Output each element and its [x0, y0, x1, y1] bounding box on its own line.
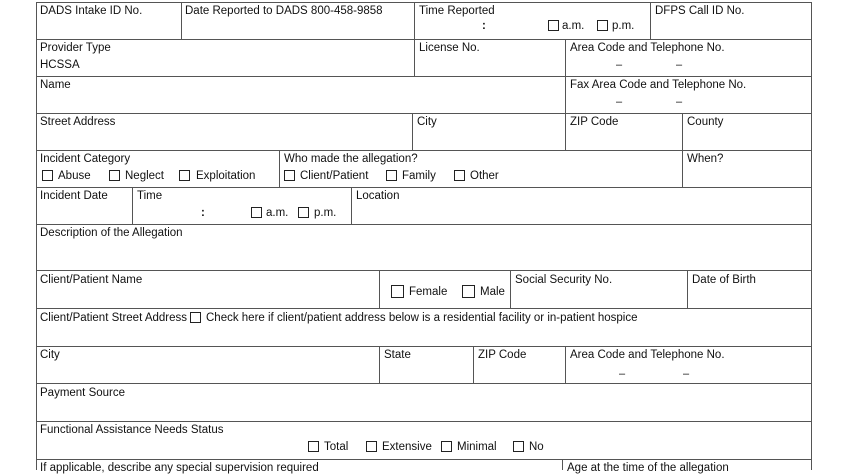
time-colon: :	[482, 20, 486, 32]
rule	[36, 2, 812, 3]
other-label: Other	[470, 170, 499, 182]
client-state-label: State	[384, 349, 411, 361]
total-checkbox[interactable]	[308, 441, 319, 452]
incident-category-label: Incident Category	[40, 153, 131, 165]
male-label: Male	[480, 286, 505, 298]
residential-facility-checkbox[interactable]	[190, 312, 201, 323]
rule	[565, 76, 566, 113]
when-label: When?	[687, 153, 724, 165]
phone-dash: –	[616, 59, 623, 71]
client-street-label: Client/Patient Street Address	[40, 312, 188, 324]
rule	[650, 2, 651, 39]
rule	[36, 421, 812, 422]
rule	[811, 2, 812, 470]
rule	[414, 39, 415, 76]
street-address-label: Street Address	[40, 116, 116, 128]
residential-facility-label: Check here if client/patient address below is a residential facility or in-patient hospice	[206, 312, 638, 324]
neglect-label: Neglect	[125, 170, 164, 182]
am-checkbox[interactable]	[548, 20, 559, 31]
client-patient-checkbox[interactable]	[284, 170, 295, 181]
county-label: County	[687, 116, 724, 128]
incident-pm-checkbox[interactable]	[298, 207, 309, 218]
rule	[36, 459, 812, 460]
family-label: Family	[402, 170, 436, 182]
license-no-label: License No.	[419, 42, 480, 54]
other-checkbox[interactable]	[454, 170, 465, 181]
rule	[379, 270, 380, 308]
minimal-label: Minimal	[457, 441, 497, 453]
no-checkbox[interactable]	[513, 441, 524, 452]
intake-form	[36, 0, 812, 474]
rule	[682, 113, 683, 150]
area-phone-label: Area Code and Telephone No.	[570, 42, 725, 54]
total-label: Total	[324, 441, 349, 453]
provider-type-label: Provider Type	[40, 42, 111, 54]
rule	[565, 39, 566, 76]
provider-type-value: HCSSA	[40, 59, 80, 71]
functional-needs-label: Functional Assistance Needs Status	[40, 424, 224, 436]
incident-time-label: Time	[137, 190, 163, 202]
rule	[36, 150, 812, 151]
description-label: Description of the Allegation	[40, 227, 183, 239]
rule	[36, 308, 812, 309]
extensive-checkbox[interactable]	[366, 441, 377, 452]
neglect-checkbox[interactable]	[109, 170, 120, 181]
time-reported-label: Time Reported	[419, 5, 495, 17]
age-at-allegation-label: Age at the time of the allegation	[567, 462, 729, 474]
rule	[36, 270, 812, 271]
rule	[351, 187, 352, 224]
am-label: a.m.	[562, 20, 585, 32]
male-checkbox[interactable]	[462, 285, 475, 298]
zip-label: ZIP Code	[570, 116, 619, 128]
rule	[414, 2, 415, 39]
dob-label: Date of Birth	[692, 274, 756, 286]
name-label: Name	[40, 79, 71, 91]
rule	[473, 346, 474, 383]
rule	[379, 346, 380, 383]
dfps-call-id-label: DFPS Call ID No.	[655, 5, 745, 17]
rule	[36, 113, 812, 114]
pm-label: p.m.	[612, 20, 635, 32]
family-checkbox[interactable]	[386, 170, 397, 181]
fax-dash: –	[676, 96, 683, 108]
rule	[412, 113, 413, 150]
client-area-phone-label: Area Code and Telephone No.	[570, 349, 725, 361]
incident-pm-label: p.m.	[314, 207, 337, 219]
city-label: City	[417, 116, 437, 128]
rule	[510, 270, 511, 308]
fax-label: Fax Area Code and Telephone No.	[570, 79, 747, 91]
client-phone-dash: –	[619, 368, 626, 380]
exploitation-label: Exploitation	[196, 170, 256, 182]
ssn-label: Social Security No.	[515, 274, 613, 286]
rule	[565, 113, 566, 150]
client-city-label: City	[40, 349, 60, 361]
rule	[36, 383, 812, 384]
abuse-checkbox[interactable]	[42, 170, 53, 181]
rule	[36, 39, 812, 40]
special-supervision-label: If applicable, describe any special supervision required	[40, 462, 319, 474]
client-patient-label: Client/Patient	[300, 170, 369, 182]
payment-source-label: Payment Source	[40, 387, 126, 399]
rule	[687, 270, 688, 308]
rule	[682, 150, 683, 187]
rule	[562, 459, 563, 470]
rule	[36, 76, 812, 77]
fax-dash: –	[616, 96, 623, 108]
rule	[36, 224, 812, 225]
rule	[132, 187, 133, 224]
incident-date-label: Incident Date	[40, 190, 108, 202]
phone-dash: –	[676, 59, 683, 71]
location-label: Location	[356, 190, 400, 202]
female-label: Female	[409, 286, 448, 298]
rule	[565, 346, 566, 383]
extensive-label: Extensive	[382, 441, 432, 453]
client-phone-dash: –	[683, 368, 690, 380]
rule	[181, 2, 182, 39]
incident-am-checkbox[interactable]	[251, 207, 262, 218]
rule	[36, 187, 812, 188]
date-reported-label: Date Reported to DADS 800-458-9858	[185, 5, 383, 17]
incident-am-label: a.m.	[266, 207, 289, 219]
client-zip-label: ZIP Code	[478, 349, 527, 361]
exploitation-checkbox[interactable]	[179, 170, 190, 181]
rule	[36, 2, 37, 470]
abuse-label: Abuse	[58, 170, 91, 182]
no-label: No	[529, 441, 544, 453]
rule	[279, 150, 280, 187]
rule	[36, 346, 812, 347]
female-checkbox[interactable]	[391, 285, 404, 298]
who-made-allegation-label: Who made the allegation?	[284, 153, 418, 165]
minimal-checkbox[interactable]	[441, 441, 452, 452]
incident-time-colon: :	[201, 207, 205, 219]
client-name-label: Client/Patient Name	[40, 274, 143, 286]
pm-checkbox[interactable]	[597, 20, 608, 31]
intake-id-label: DADS Intake ID No.	[40, 5, 143, 17]
